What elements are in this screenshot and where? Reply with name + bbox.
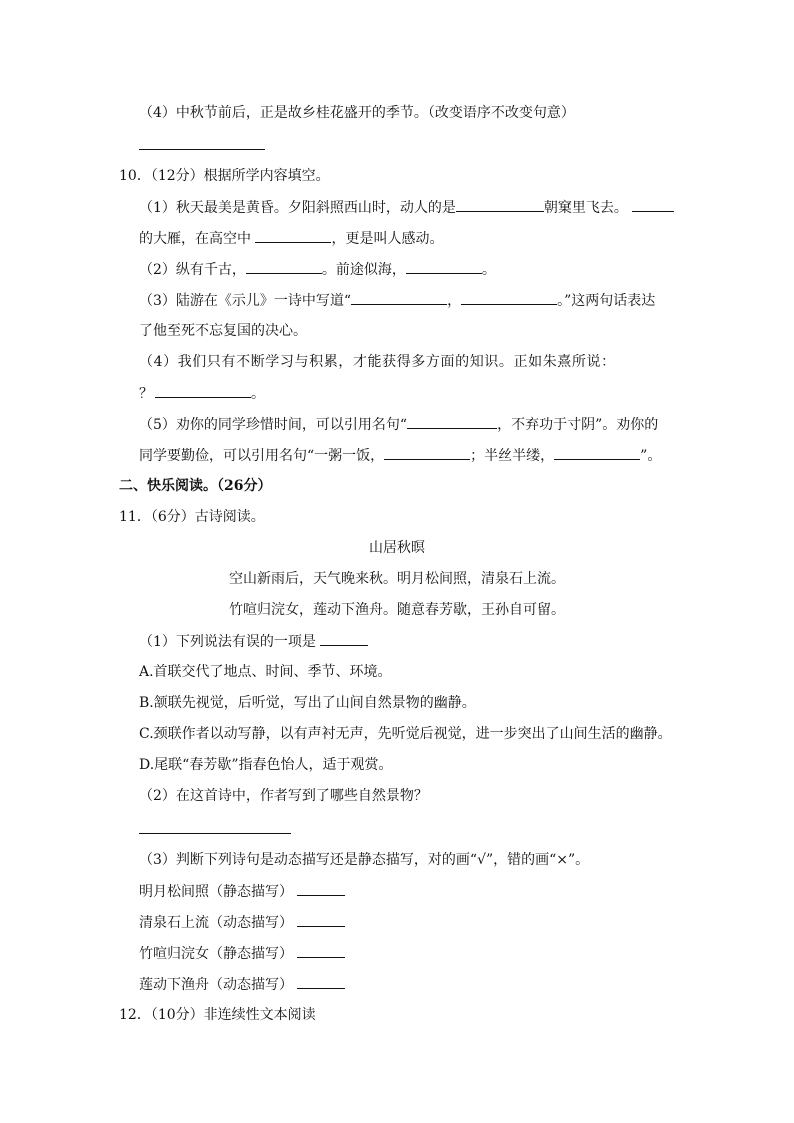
judge-label: 竹喧归浣女（静态描写）: [139, 946, 298, 962]
q11-option-d: D.尾联“春芳歇”指春色怡人，适于观赏。: [139, 757, 393, 773]
q11-option-b: B.颔联先视觉，后听觉，写出了山间自然景物的幽静。: [139, 695, 476, 711]
q12-header: 12．（10分）非连续性文本阅读: [119, 1007, 316, 1023]
judge-label: 明月松间照（静态描写）: [139, 884, 298, 900]
q10-item2-blank2[interactable]: [406, 259, 482, 274]
q11-option-c: C.颈联作者以动写静，以有声衬无声，先听觉后视觉，进一步突出了山间生活的幽静。: [139, 726, 672, 742]
q10-item5-blank2[interactable]: [384, 445, 470, 460]
q10-item3-line2: 了他至死不忘复国的决心。: [139, 323, 307, 339]
q9-item4-answer-line[interactable]: [139, 149, 265, 150]
q10-item5-text-d: ；半丝半缕，: [470, 448, 555, 464]
judge-row: [139, 943, 345, 964]
q10-item3-blank2[interactable]: [461, 290, 557, 305]
q10-item5-text-e: ”。: [640, 448, 662, 464]
q10-item5-text-c: 同学要勤俭，可以引用名句“一粥一饭，: [139, 448, 385, 464]
q10-item4-blank[interactable]: [155, 383, 251, 398]
q10-item1-blank2[interactable]: [632, 197, 674, 212]
q10-item1-blank3[interactable]: [255, 228, 331, 243]
judge-blank[interactable]: [297, 943, 345, 958]
q10-item1-text-b: 朝窠里飞去。: [543, 200, 628, 216]
section2-title: 二、快乐阅读。（26分）: [119, 478, 272, 494]
q10-item2-text-b: 。前途似海，: [321, 262, 406, 278]
judge-blank[interactable]: [297, 912, 345, 927]
judge-label: 莲动下渔舟（动态描写）: [139, 977, 298, 993]
q10-item4-text-b: ？: [139, 386, 153, 402]
q10-item3-text-a: （3）陆游在《示儿》一诗中写道“: [139, 293, 352, 309]
q10-item1-line2: [139, 228, 443, 249]
q10-item1-text-d: ，更是叫人感动。: [331, 231, 444, 247]
q10-header: 10．（12分）根据所学内容填空。: [119, 168, 330, 184]
q10-item4-line2: [139, 383, 265, 404]
q11-sub1-text: （1）下列说法有误的一项是: [139, 634, 321, 650]
q11-option-a: A.首联交代了地点、时间、季节、环境。: [139, 664, 392, 680]
q10-item2-text-a: （2）纵有千古，: [139, 262, 246, 278]
poem-line2: 竹喧归浣女，莲动下渔舟。随意春芳歇，王孙自可留。: [229, 602, 565, 618]
q10-item2: [139, 259, 496, 280]
judge-row: [139, 881, 345, 902]
q10-item3-blank1[interactable]: [351, 290, 447, 305]
judge-label: 清泉石上流（动态描写）: [139, 915, 298, 931]
q11-sub1-blank[interactable]: [320, 631, 368, 646]
q11-sub2-answer-line[interactable]: [139, 833, 291, 834]
q11-header: 11．（6分）古诗阅读。: [119, 509, 265, 525]
poem-line1: 空山新雨后，天气晚来秋。明月松间照，清泉石上流。: [229, 571, 565, 587]
q10-item1-text-c: 的大雁，在高空中: [139, 231, 256, 247]
q11-sub3: （3）判断下列诗句是动态描写还是静态描写，对的画“√”，错的画“×”。: [139, 852, 590, 868]
q10-item5-blank3[interactable]: [554, 445, 640, 460]
q10-item5-text-b: ，不弃功于寸阴”。劝你的: [497, 417, 659, 433]
q10-item3-text-b: ，: [447, 293, 462, 309]
q10-item5-line1: [139, 414, 658, 435]
judge-blank[interactable]: [297, 881, 345, 896]
q10-item3-text-c: 。”这两句话表达: [557, 293, 656, 309]
q10-item4-line1: （4）我们只有不断学习与积累，才能获得多方面的知识。正如朱熹所说：: [139, 354, 616, 370]
q10-item2-blank1[interactable]: [246, 259, 322, 274]
q11-sub1: [139, 631, 368, 652]
poem-title: 山居秋暝: [369, 540, 425, 556]
q10-item1-text-a: （1）秋天最美是黄昏。夕阳斜照西山时，动人的是: [139, 200, 456, 216]
judge-row: [139, 974, 345, 995]
q10-item3-line1: [139, 290, 655, 311]
q10-item5-line2: [139, 445, 661, 466]
q10-item1-blank1[interactable]: [456, 197, 544, 212]
q9-item4: （4）中秋节前后，正是故乡桂花盛开的季节。（改变语序不改变句意）: [139, 105, 575, 121]
q10-item2-text-c: 。: [481, 262, 496, 278]
judge-blank[interactable]: [297, 974, 345, 989]
judge-row: [139, 912, 345, 933]
q10-item5-text-a: （5）劝你的同学珍惜时间，可以引用名句“: [139, 417, 408, 433]
q10-item1-line1: [139, 197, 674, 218]
q10-item4-text-c: 。: [251, 386, 265, 402]
q11-sub2: （2）在这首诗中，作者写到了哪些自然景物？: [139, 788, 428, 804]
q10-item5-blank1[interactable]: [407, 414, 497, 429]
